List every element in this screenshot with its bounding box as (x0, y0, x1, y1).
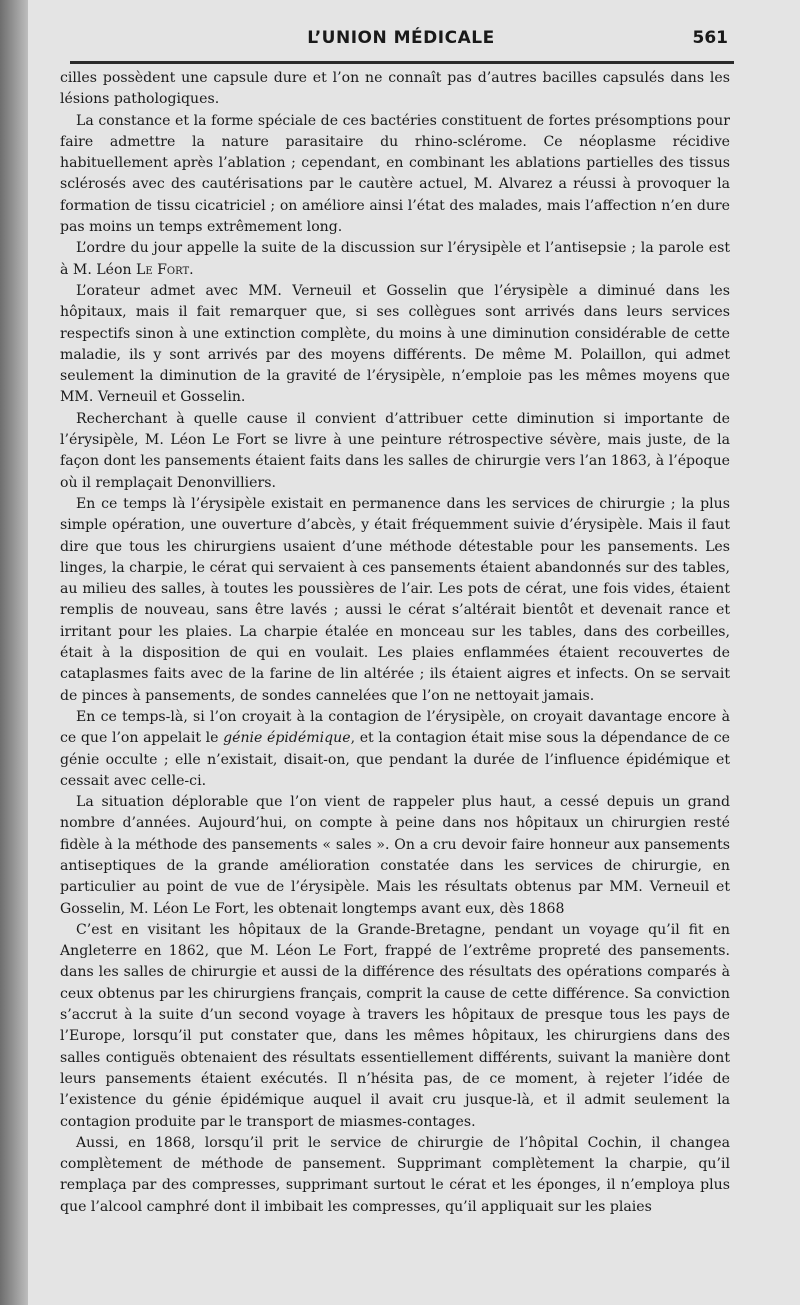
paragraph-3-text: L’ordre du jour appelle la suite de la discussion sur l’érysipèle et l’antisepsie ; la parole est à M. Léon (60, 240, 730, 278)
speaker-name: Le Fort (136, 261, 190, 278)
paragraph-8: La situation déplorable que l’on vient de rappeler plus haut, a cessé depuis un grand nombre d’années. Aujourd’hui, on compte à peine dans nos hôpitaux un chirurgien resté fidèle à la méthode des pansements « sales ». On a cru devoir faire honneur aux pansements antiseptiques de la grande amélioration constatée dans les services de chirurgie, en particulier au point de vue de l’érysipèle. Mais les résultats obtenus par MM. Verneuil et Gosselin, M. Léon Le Fort, les obtenait longtemps avant eux, dès 1868 (60, 794, 730, 917)
paragraph-3 (60, 238, 730, 281)
paragraph-7-rest: , et la contagion était mise sous la dépendance de ce génie occulte ; elle n’existait, disait-on, que pendant la durée de l’influence épidémique et cessait avec celle-ci. (60, 730, 731, 789)
paragraph-10: Aussi, en 1868, lorsqu’il prit le service de chirurgie de l’hôpital Cochin, il changea complètement de méthode de pansement. Supprimant complètement la charpie, qu’il remplaça par des compresses, supprimant surtout le cérat et les éponges, il n’employa plus que l’alcool camphré dont il imbibait les compresses, qu’il appliquait sur les plaies (60, 1134, 730, 1215)
paragraph-2: La constance et la forme spéciale de ces bactéries constituent de fortes présomptions pour faire admettre la nature parasitaire du rhino-sclérome. Ce néoplasme récidive habituellement après l’ablation ; cependant, en combinant les ablations partielles des tissus sclérosés avec des cautérisations par le cautère actuel, M. Alvarez a réussi à provoquer la formation de tissu cicatriciel ; on améliore ainsi l’état des malades, mais l’affection n’en dure pas moins un temps extrêmement long. (60, 112, 730, 236)
header-rule (70, 61, 734, 64)
paragraph-1: cilles possèdent une capsule dure et l’on ne connaît pas d’autres bacilles capsulés dans les lésions pathologiques. (60, 70, 730, 108)
paragraph-3-end: . (189, 261, 194, 278)
paragraph-7-start: En ce temps-là, si l’on croyait à la contagion de l’érysipèle, on croyait davantage encore à ce que l’on appelait le (60, 708, 730, 747)
page-number: 561 (692, 28, 728, 48)
paragraph-6: En ce temps là l’érysipèle existait en permanence dans les services de chirurgie ; la plus simple opération, une ouverture d’abcès, y était fréquemment suivie d’érysipèle. Mais il faut dire que tous les chirurgiens usaient d’une méthode détestable pour les pansements. Les linges, la charpie, le cérat qui servaient à ces pansements étaient abandonnés sur des tables, au milieu des salles, à toutes les poussières de l’air. Les pots de cérat, une fois vides, étaient remplis de nouveau, sans être lavés ; aussi le cérat s’altérait bientôt et devenait rance et irritant pour les plaies. La charpie étalée en monceau sur les tables, dans des corbeilles, était à la disposition de qui en voulait. Les plaies enflammées étaient recouvertes de cataplasmes faits avec de la farine de lin altérée ; ils étaient aigres et infects. On se servait de pinces à pansements, de sondes cannelées que l’on ne nettoyait jamais. (60, 495, 730, 704)
paragraph-7 (60, 707, 730, 792)
binding-gutter (0, 0, 28, 1305)
italic-term: génie épidémique (223, 730, 351, 747)
paragraph-4: L’orateur admet avec MM. Verneuil et Gosselin que l’érysipèle a diminué dans les hôpitaux, mais il fait remarquer que, si ses collègues sont arrivés dans leurs services respectifs sinon à une extinction complète, du moins à une diminution considérable de cette maladie, ils y sont arrivés par des moyens différents. De même M. Polaillon, qui admet seulement la diminution de la gravité de l’érysipèle, n’emploie pas les mêmes moyens que MM. Verneuil et Gosselin. (60, 282, 730, 406)
journal-title: L’UNION MÉDICALE (307, 28, 495, 48)
paragraph-9: C’est en visitant les hôpitaux de la Grande-Bretagne, pendant un voyage qu’il fit en Angleterre en 1862, que M. Léon Le Fort, frappé de l’extrême propreté des pansements. dans les salles de chirurgie et aussi de la différence des résultats des opérations comparés à ceux obtenus par les chirurgiens français, comprit la cause de cette différence. Sa conviction s’accrut à la suite d’un second voyage à travers les hôpitaux de presque tous les pays de l’Europe, lorsqu’il put constater que, dans les mêmes hôpitaux, les chirurgiens dans des salles contiguës obtenaient des résultats essentiellement différents, suivant la manière dont leurs pansements étaient exécutés. Il n’hésita pas, de ce moment, à rejeter l’idée de l’existence du génie épidémique auquel il avait cru jusque-là, et il admit seulement la contagion produite par le transport de miasmes-contages. (60, 921, 730, 1130)
article-body (60, 68, 730, 1218)
running-header (70, 22, 732, 52)
paragraph-5: Recherchant à quelle cause il convient d’attribuer cette diminution si importante de l’érysipèle, M. Léon Le Fort se livre à une peinture rétrospective sévère, mais juste, de la façon dont les pansements étaient faits dans les salles de chirurgie vers l’an 1863, à l’époque où il remplaçait Denonvilliers. (60, 410, 730, 491)
